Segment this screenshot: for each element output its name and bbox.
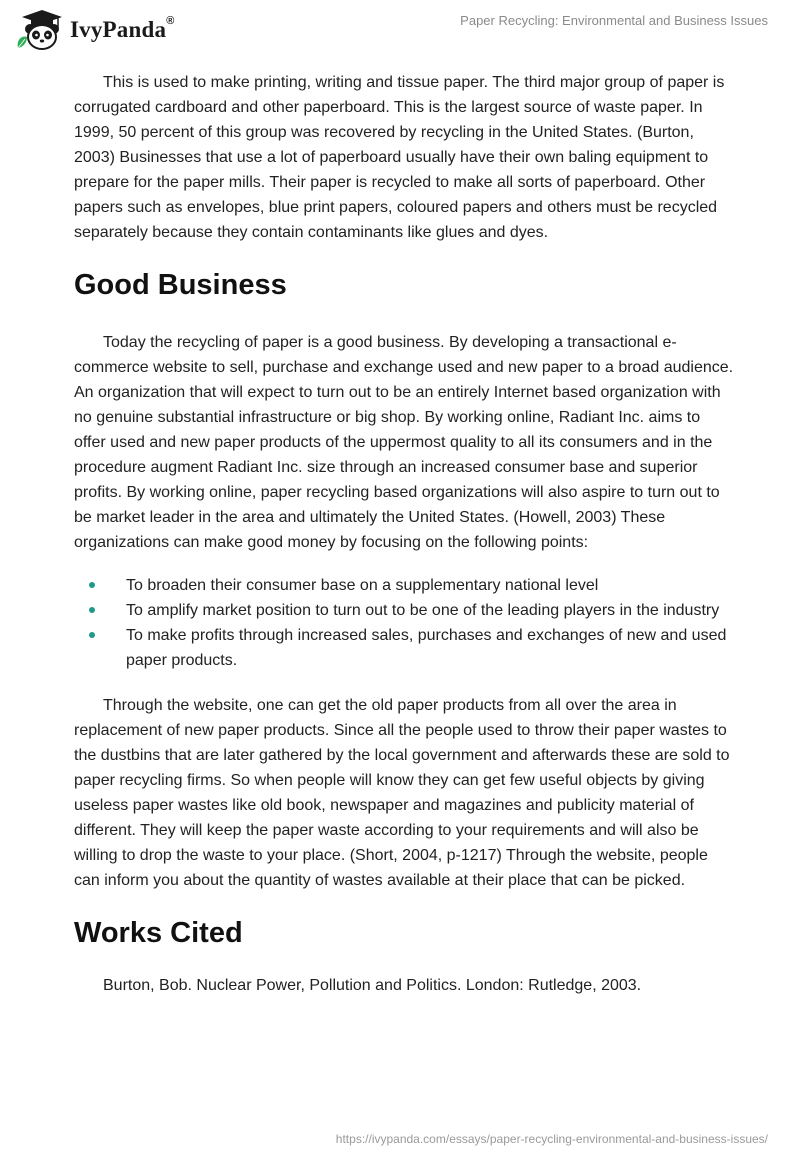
list-item: To make profits through increased sales, purchases and exchanges of new and used paper products. (74, 623, 734, 673)
document-title: Paper Recycling: Environmental and Business Issues (460, 13, 768, 28)
section-heading-works-cited: Works Cited (74, 917, 243, 949)
ivypanda-logo[interactable] (14, 8, 175, 52)
bullet-dot-icon (89, 632, 95, 638)
good-business-paragraph-1: Today the recycling of paper is a good business. By developing a transactional e-commerce website to sell, purchase and exchange used and new paper to a broad audience. An organization that will expect to turn out to be an entirely Internet based organization with no genuine substantial infrastructure or big shop. By working online, Radiant Inc. aims to offer used and new paper products of the uppermost quality to all its consumers and in the procedure augment Radiant Inc. size through an increased consumer base and superior profits. By working online, paper recycling based organizations will also aspire to turn out to be market leader in the area and ultimately the United States. (Howell, 2003) These organizations can make good money by focusing on the following points: (74, 334, 734, 551)
list-item: To amplify market position to turn out to be one of the leading players in the industry (74, 598, 734, 623)
good-business-paragraph-2: Through the website, one can get the old paper products from all over the area in replacement of new paper products. Since all the people used to throw their paper wastes to the dustbins that are later gathered by the local government and afterwards these are sold to paper recycling firms. So when people will know they can get few useful objects by giving useless paper wastes like old book, newspaper and magazines and publicity material of different. They will keep the paper waste according to your requirements and will also be willing to drop the waste to your place. (Short, 2004, p-1217) Through the website, people can inform you about the quantity of wastes available at their place that can be picked. (74, 697, 730, 889)
bullet-list (74, 573, 734, 673)
section-heading-good-business: Good Business (74, 269, 287, 301)
intro-paragraph: This is used to make printing, writing and tissue paper. The third major group of paper is corrugated cardboard and other paperboard. This is the largest source of waste paper. In 1999, 50 percent of this group was recovered by recycling in the United States. (Burton, 2003) Businesses that use a lot of paperboard usually have their own baling equipment to prepare for the paper mills. Their paper is recycled to make all sorts of paperboard. Other papers such as envelopes, blue print papers, coloured papers and others must be recycled separately because they contain contaminants like glues and dyes. (74, 74, 725, 241)
bullet-dot-icon (89, 582, 95, 588)
essay-content (74, 70, 734, 998)
panda-graduate-icon (14, 8, 66, 52)
citation-entry: Burton, Bob. Nuclear Power, Pollution and Politics. London: Rutledge, 2003. (103, 977, 642, 994)
page-header (0, 0, 800, 60)
list-item: To broaden their consumer base on a supplementary national level (74, 573, 734, 598)
source-url[interactable]: https://ivypanda.com/essays/paper-recycling-environmental-and-business-issues/ (335, 1132, 768, 1146)
bullet-dot-icon (89, 607, 95, 613)
logo-wordmark: IvyPanda® (70, 15, 175, 42)
